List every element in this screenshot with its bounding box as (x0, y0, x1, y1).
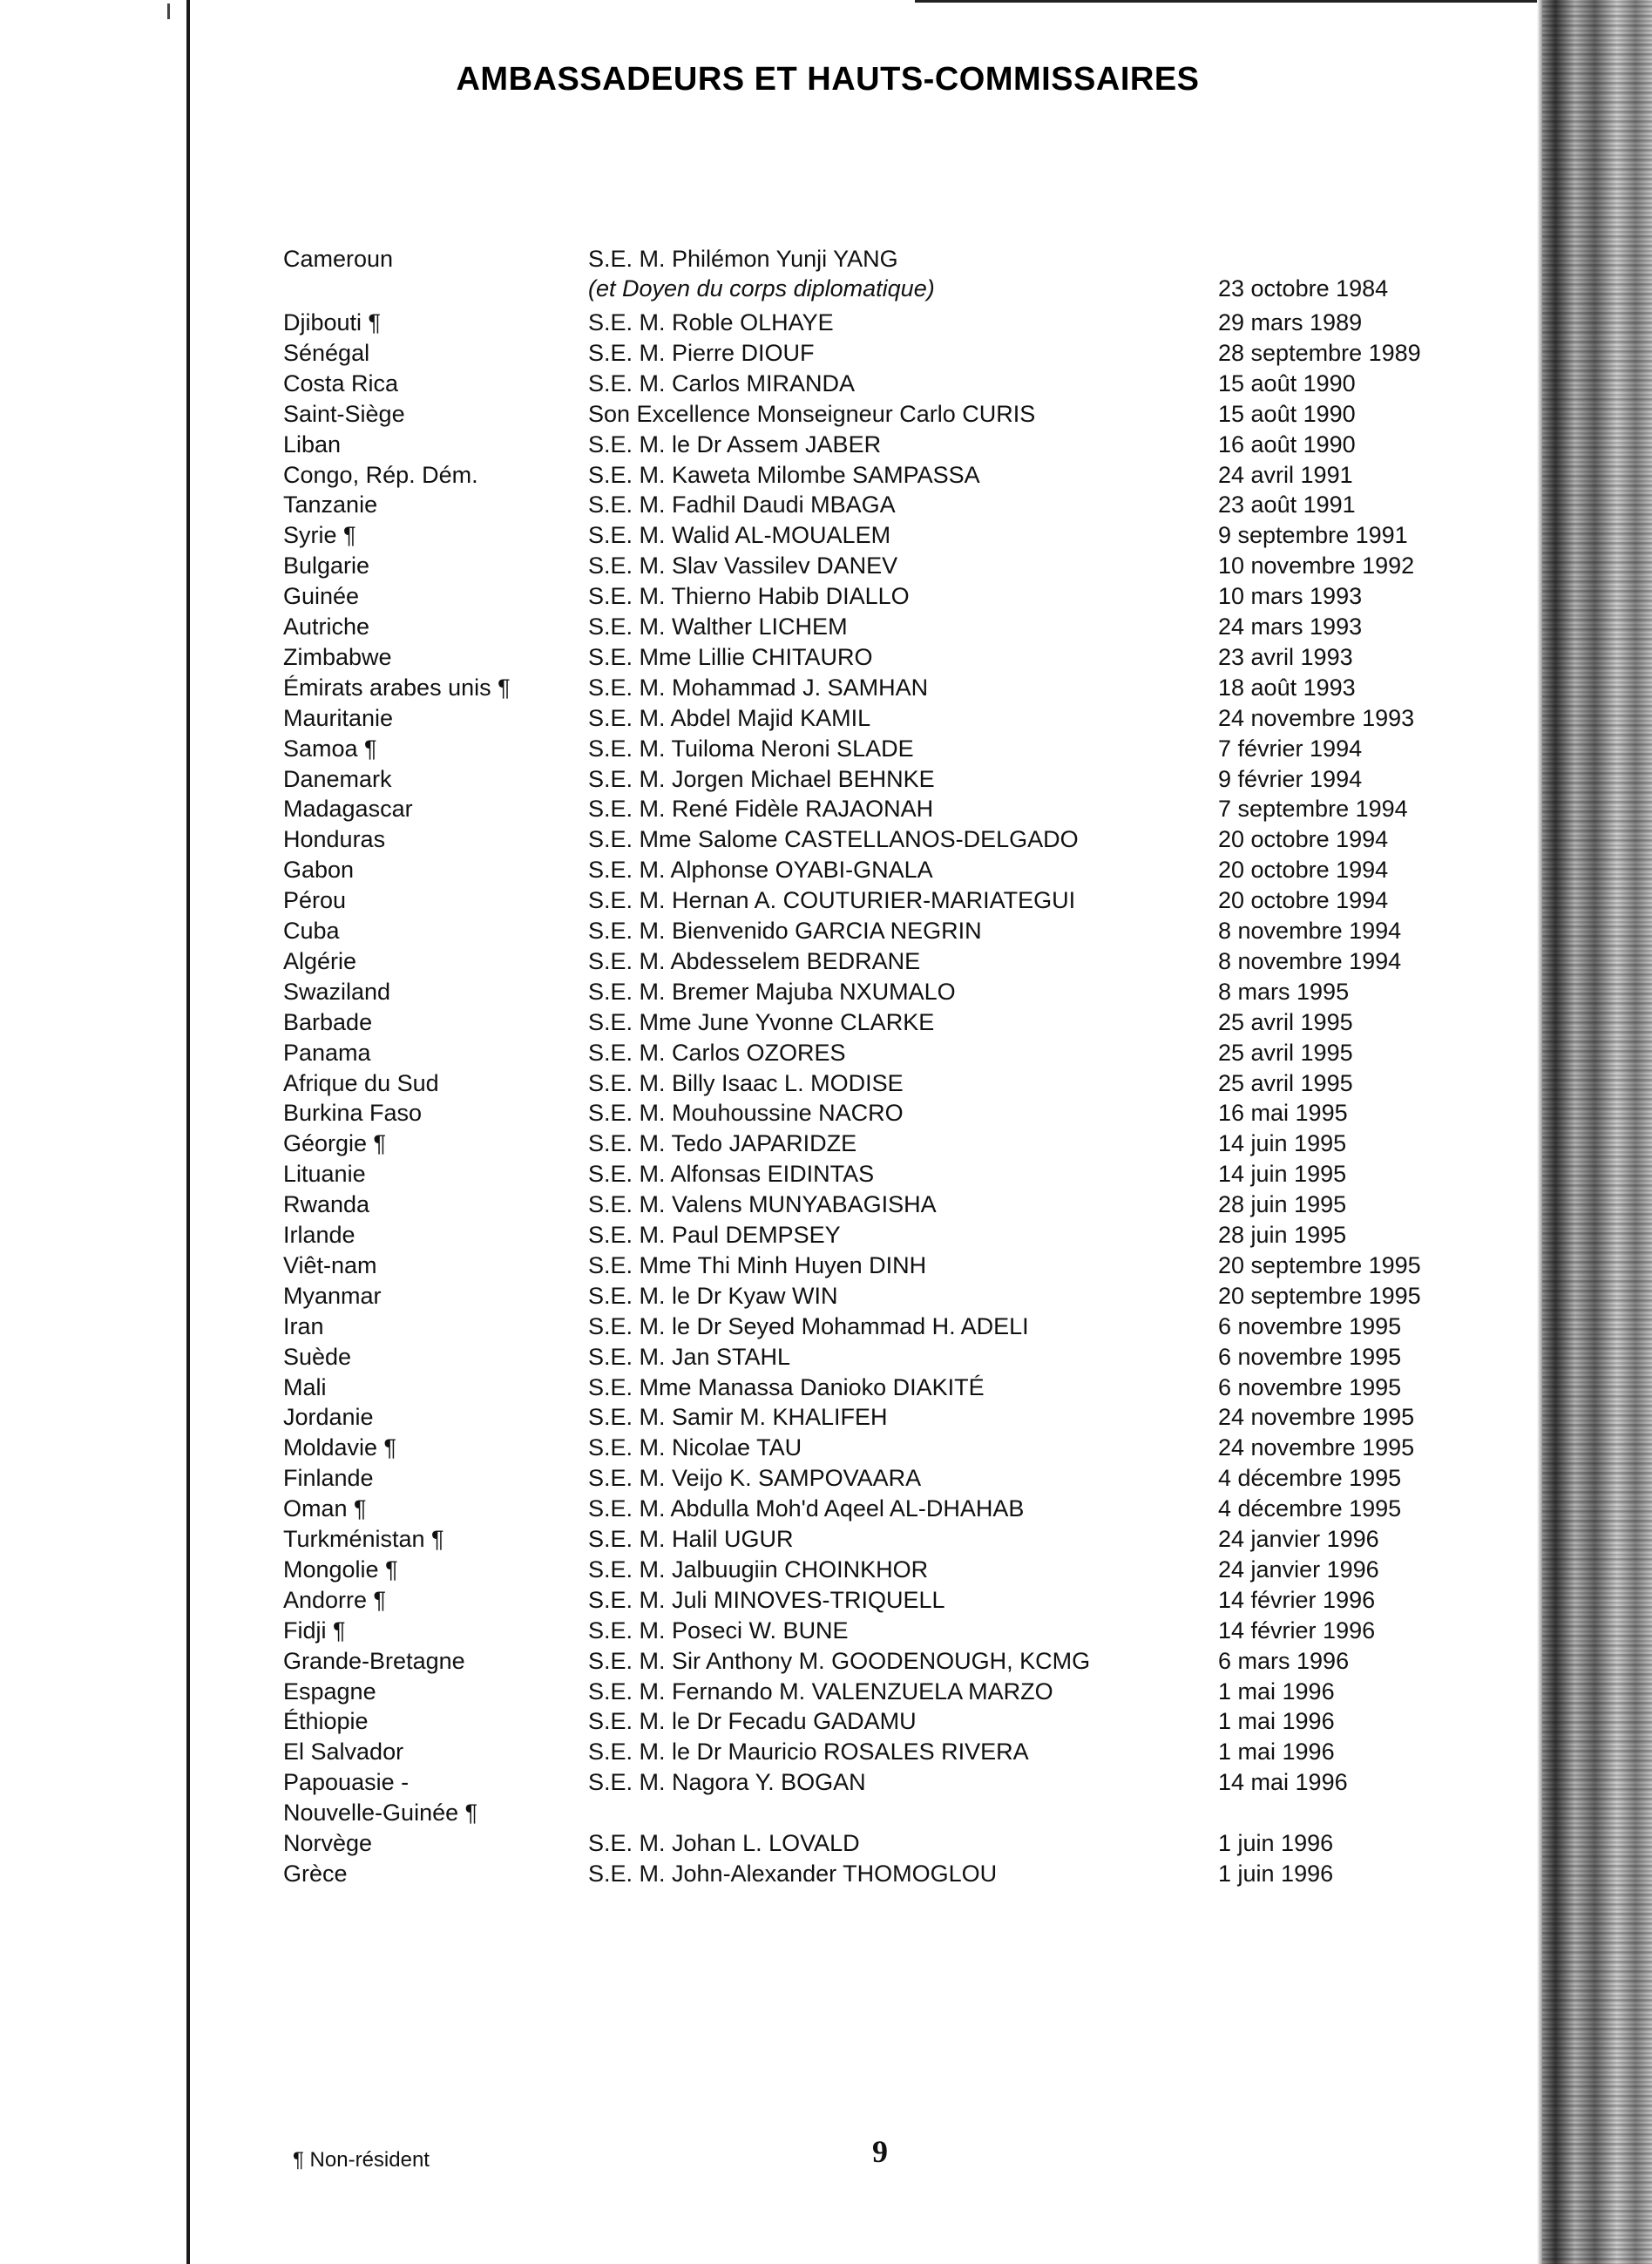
table-row (0, 1159, 1534, 1190)
appointment-date: 20 octobre 1994 (1218, 826, 1389, 853)
appointment-date: 20 septembre 1995 (1218, 1251, 1421, 1278)
ambassador-name: S.E. M. le Dr Kyaw WIN (588, 1282, 838, 1309)
country-name: Papouasie - (283, 1769, 410, 1796)
appointment-date: 24 novembre 1993 (1218, 704, 1415, 731)
page-top-edge (915, 0, 1560, 3)
country-name: Géorgie ¶ (283, 1130, 387, 1157)
country-name: Myanmar (283, 1282, 382, 1309)
ambassador-name: S.E. M. Kaweta Milombe SAMPASSA (588, 461, 980, 488)
appointment-date: 8 novembre 1994 (1218, 918, 1402, 944)
ambassador-name: S.E. M. Abdulla Moh'd Aqeel AL-DHAHAB (588, 1495, 1025, 1522)
country-name: Viêt-nam (283, 1251, 377, 1278)
ambassador-name: S.E. M. Mohammad J. SAMHAN (588, 674, 929, 701)
table-row (0, 885, 1534, 916)
country-name: Lituanie (283, 1161, 366, 1188)
country-name: Bulgarie (283, 552, 370, 580)
country-name: Mali (283, 1373, 327, 1400)
table-row (0, 1373, 1534, 1403)
table-row (0, 916, 1534, 946)
appointment-date: 25 avril 1995 (1218, 1069, 1353, 1096)
appointment-date: 24 janvier 1996 (1218, 1556, 1379, 1583)
appointment-date: 24 mars 1993 (1218, 613, 1363, 640)
country-name: Burkina Faso (283, 1100, 423, 1127)
ambassador-name: S.E. M. John-Alexander THOMOGLOU (588, 1860, 998, 1887)
appointment-date: 20 octobre 1994 (1218, 887, 1389, 914)
table-row (0, 824, 1534, 855)
table-row (0, 734, 1534, 764)
table-row (0, 1767, 1534, 1798)
country-name: Jordanie (283, 1404, 374, 1431)
country-name: Iran (283, 1312, 324, 1339)
country-name: Pérou (283, 887, 347, 914)
appointment-date: 24 avril 1991 (1218, 461, 1353, 488)
ambassador-name: S.E. M. Nicolae TAU (588, 1434, 802, 1461)
ambassador-name: S.E. M. Carlos OZORES (588, 1039, 846, 1066)
appointment-date: 1 mai 1996 (1218, 1678, 1335, 1705)
ambassador-name: S.E. M. Billy Isaac L. MODISE (588, 1069, 904, 1096)
table-row (0, 1524, 1534, 1555)
table-row (0, 1828, 1534, 1859)
table-row (0, 1494, 1534, 1524)
table-row (0, 1859, 1534, 1889)
appointment-date: 16 mai 1995 (1218, 1100, 1348, 1127)
ambassador-name: S.E. M. Abdesselem BEDRANE (588, 947, 921, 974)
appointment-date: 25 avril 1995 (1218, 1039, 1353, 1066)
table-row (0, 642, 1534, 673)
ambassador-name: S.E. M. Johan L. LOVALD (588, 1830, 860, 1856)
table-row (0, 1433, 1534, 1463)
ambassador-name: S.E. M. Fernando M. VALENZUELA MARZO (588, 1678, 1053, 1705)
country-name: Djibouti ¶ (283, 309, 382, 336)
country-name: Honduras (283, 826, 386, 853)
country-name: Guinée (283, 583, 360, 610)
ambassador-name: S.E. M. Thierno Habib DIALLO (588, 583, 910, 610)
ambassador-name: S.E. M. Valens MUNYABAGISHA (588, 1191, 937, 1218)
appointment-date: 24 novembre 1995 (1218, 1404, 1415, 1431)
appointment-date: 29 mars 1989 (1218, 309, 1363, 336)
ambassador-name: S.E. M. Poseci W. BUNE (588, 1617, 849, 1644)
country-name: Barbade (283, 1008, 373, 1035)
ambassador-name: S.E. M. le Dr Assem JABER (588, 430, 882, 458)
ambassador-name: S.E. Mme Lillie CHITAURO (588, 643, 873, 670)
country-name: Rwanda (283, 1191, 370, 1218)
ambassador-name: S.E. M. Carlos MIRANDA (588, 369, 856, 397)
country-name: Tanzanie (283, 491, 378, 519)
appointment-date: 4 décembre 1995 (1218, 1465, 1402, 1492)
ambassador-name: S.E. M. Sir Anthony M. GOODENOUGH, KCMG (588, 1647, 1091, 1674)
appointment-date: 14 juin 1995 (1218, 1161, 1347, 1188)
ambassador-name: S.E. M. Roble OLHAYE (588, 309, 834, 336)
table-row (0, 1342, 1534, 1373)
table-row (0, 1555, 1534, 1585)
appointment-date: 1 juin 1996 (1218, 1830, 1334, 1856)
appointment-date: 24 janvier 1996 (1218, 1526, 1379, 1552)
scan-mark (167, 3, 170, 19)
country-name: Norvège (283, 1830, 373, 1856)
country-name: Espagne (283, 1678, 376, 1705)
appointment-date: 10 mars 1993 (1218, 583, 1363, 610)
appointment-date: 14 mai 1996 (1218, 1769, 1348, 1796)
ambassador-name: S.E. M. Mouhoussine NACRO (588, 1100, 904, 1127)
ambassador-name: S.E. M. Paul DEMPSEY (588, 1222, 841, 1248)
ambassador-name: S.E. M. Nagora Y. BOGAN (588, 1769, 866, 1796)
table-row (0, 1038, 1534, 1068)
country-name: Fidji ¶ (283, 1617, 346, 1644)
table-row (0, 764, 1534, 795)
country-name: Cameroun (283, 246, 394, 272)
country-name: Autriche (283, 613, 370, 640)
table-row (0, 551, 1534, 581)
table-row (0, 581, 1534, 612)
country-name: Madagascar (283, 796, 413, 823)
appointment-date: 14 février 1996 (1218, 1617, 1376, 1644)
table-row (0, 977, 1534, 1007)
country-name: Émirats arabes unis ¶ (283, 674, 511, 701)
table-row (0, 430, 1534, 460)
table-row (0, 520, 1534, 551)
country-name: Gabon (283, 857, 355, 884)
appointment-date: 28 juin 1995 (1218, 1222, 1347, 1248)
table-row (0, 946, 1534, 977)
ambassador-name: S.E. M. Jorgen Michael BEHNKE (588, 765, 935, 792)
table-row (0, 612, 1534, 642)
table-row (0, 369, 1534, 399)
appointment-date: 6 novembre 1995 (1218, 1373, 1402, 1400)
ambassador-name: S.E. M. Halil UGUR (588, 1526, 794, 1552)
appointment-date: 20 octobre 1994 (1218, 857, 1389, 884)
table-row (0, 490, 1534, 520)
country-name: Mauritanie (283, 704, 394, 731)
appointment-date: 23 avril 1993 (1218, 643, 1353, 670)
table-row (0, 1281, 1534, 1312)
country-name: Swaziland (283, 978, 391, 1005)
ambassador-name: S.E. M. Samir M. KHALIFEH (588, 1404, 888, 1431)
appointment-date: 18 août 1993 (1218, 674, 1356, 701)
appointment-date: 23 octobre 1984 (1218, 275, 1389, 302)
table-row (0, 1737, 1534, 1767)
appointment-date: 7 septembre 1994 (1218, 796, 1408, 823)
list-item-first (0, 244, 1534, 275)
ambassador-name: S.E. M. Hernan A. COUTURIER-MARIATEGUI (588, 887, 1076, 914)
appointment-date: 14 février 1996 (1218, 1586, 1376, 1613)
ambassador-name: S.E. M. Veijo K. SAMPOVAARA (588, 1465, 922, 1492)
appointment-date: 28 juin 1995 (1218, 1191, 1347, 1218)
appointment-date: 20 septembre 1995 (1218, 1282, 1421, 1309)
country-name: Liban (283, 430, 342, 458)
country-name: Suède (283, 1343, 352, 1370)
ambassador-name: S.E. M. Alfonsas EIDINTAS (588, 1161, 875, 1188)
appointment-date: 4 décembre 1995 (1218, 1495, 1402, 1522)
country-name: Grèce (283, 1860, 348, 1887)
country-name: Costa Rica (283, 369, 399, 397)
country-name: Mongolie ¶ (283, 1556, 398, 1583)
table-row (0, 338, 1534, 369)
table-row (0, 1068, 1534, 1099)
appointment-date: 1 mai 1996 (1218, 1739, 1335, 1766)
appointment-date: 15 août 1990 (1218, 400, 1356, 427)
table-row (0, 1129, 1534, 1159)
table-row (0, 703, 1534, 734)
country-name: Moldavie ¶ (283, 1434, 397, 1461)
country-name: El Salvador (283, 1739, 404, 1766)
appointment-date: 24 novembre 1995 (1218, 1434, 1415, 1461)
ambassador-name: S.E. M. Jan STAHL (588, 1343, 791, 1370)
ambassador-name: S.E. M. le Dr Mauricio ROSALES RIVERA (588, 1739, 1029, 1766)
ambassador-name: S.E. M. Abdel Majid KAMIL (588, 704, 871, 731)
ambassador-name: S.E. M. Bienvenido GARCIA NEGRIN (588, 918, 982, 944)
country-name: Danemark (283, 765, 392, 792)
table-row (0, 1251, 1534, 1281)
book-binding (1542, 0, 1652, 2264)
table-row (0, 1007, 1534, 1038)
table-row (0, 1706, 1534, 1737)
country-name: Nouvelle-Guinée ¶ (283, 1800, 478, 1827)
ambassador-name: S.E. M. le Dr Seyed Mohammad H. ADELI (588, 1312, 1029, 1339)
appointment-date: 6 novembre 1995 (1218, 1343, 1402, 1370)
ambassador-name: S.E. M. Fadhil Daudi MBAGA (588, 491, 896, 519)
ambassador-name: S.E. M. Juli MINOVES-TRIQUELL (588, 1586, 945, 1613)
country-name: Congo, Rép. Dém. (283, 461, 478, 488)
appointment-date: 9 février 1994 (1218, 765, 1363, 792)
ambassador-name: S.E. Mme June Yvonne CLARKE (588, 1008, 935, 1035)
country-name: Irlande (283, 1222, 355, 1248)
country-name: Afrique du Sud (283, 1069, 439, 1096)
table-row (0, 1402, 1534, 1433)
appointment-date: 25 avril 1995 (1218, 1008, 1353, 1035)
page-number: 9 (872, 2134, 888, 2169)
appointment-date: 1 juin 1996 (1218, 1860, 1334, 1887)
country-name: Syrie ¶ (283, 522, 356, 549)
table-row (0, 855, 1534, 885)
table-row (0, 1646, 1534, 1677)
table-row (0, 1098, 1534, 1129)
ambassador-name: S.E. M. Slav Vassilev DANEV (588, 552, 898, 580)
country-name: Sénégal (283, 339, 370, 366)
appointment-date: 6 mars 1996 (1218, 1647, 1350, 1674)
appointment-date: 23 août 1991 (1218, 491, 1356, 519)
table-row (0, 460, 1534, 491)
ambassador-name: S.E. M. Bremer Majuba NXUMALO (588, 978, 956, 1005)
appointment-date: 9 septembre 1991 (1218, 522, 1408, 549)
ambassador-name: S.E. Mme Thi Minh Huyen DINH (588, 1251, 927, 1278)
page-title: AMBASSADEURS ET HAUTS-COMMISSAIRES (456, 61, 1200, 98)
country-name: Cuba (283, 918, 340, 944)
table-row (0, 1585, 1534, 1616)
table-row (0, 308, 1534, 338)
appointment-date: 14 juin 1995 (1218, 1130, 1347, 1157)
ambassador-name: S.E. M. René Fidèle RAJAONAH (588, 796, 934, 823)
table-row (0, 1616, 1534, 1646)
appointment-date: 15 août 1990 (1218, 369, 1356, 397)
appointment-date: 6 novembre 1995 (1218, 1312, 1402, 1339)
country-name: Andorre ¶ (283, 1586, 387, 1613)
table-row (0, 1190, 1534, 1220)
country-name: Turkménistan ¶ (283, 1526, 444, 1552)
country-name: Grande-Bretagne (283, 1647, 465, 1674)
appointment-date: 1 mai 1996 (1218, 1708, 1335, 1735)
ambassador-name: S.E. M. Walid AL-MOUALEM (588, 522, 891, 549)
country-name: Zimbabwe (283, 643, 392, 670)
table-row (0, 1220, 1534, 1251)
ambassador-name: S.E. M. Tuiloma Neroni SLADE (588, 735, 914, 762)
ambassador-name: S.E. M. le Dr Fecadu GADAMU (588, 1708, 917, 1735)
appointment-date: 16 août 1990 (1218, 430, 1356, 458)
table-row (0, 399, 1534, 430)
country-name: Finlande (283, 1465, 374, 1492)
ambassador-name: Son Excellence Monseigneur Carlo CURIS (588, 400, 1036, 427)
country-name: Algérie (283, 947, 357, 974)
ambassador-name: S.E. M. Tedo JAPARIDZE (588, 1130, 857, 1157)
ambassador-name: S.E. M. Philémon Yunji YANG (588, 246, 898, 272)
country-name: Samoa ¶ (283, 735, 377, 762)
table-row (0, 1463, 1534, 1494)
table-row (0, 794, 1534, 824)
table-row (0, 1312, 1534, 1342)
country-name: Oman ¶ (283, 1495, 367, 1522)
ambassador-name: S.E. M. Jalbuugiin CHOINKHOR (588, 1556, 929, 1583)
country-name: Panama (283, 1039, 371, 1066)
ambassador-name: S.E. M. Walther LICHEM (588, 613, 848, 640)
ambassador-name: S.E. Mme Manassa Danioko DIAKITÉ (588, 1373, 985, 1400)
appointment-date: 7 février 1994 (1218, 735, 1363, 762)
ambassador-name: S.E. M. Pierre DIOUF (588, 339, 815, 366)
country-name: Saint-Siège (283, 400, 405, 427)
table-row (0, 673, 1534, 703)
dean-note: (et Doyen du corps diplomatique) (588, 275, 935, 302)
appointment-date: 28 septembre 1989 (1218, 339, 1421, 366)
table-row (0, 1677, 1534, 1707)
appointment-date: 8 novembre 1994 (1218, 947, 1402, 974)
appointment-date: 8 mars 1995 (1218, 978, 1350, 1005)
ambassador-name: S.E. M. Alphonse OYABI-GNALA (588, 857, 933, 884)
table-row (0, 1798, 1534, 1828)
appointment-date: 10 novembre 1992 (1218, 552, 1415, 580)
country-name: Éthiopie (283, 1708, 369, 1735)
footnote: ¶ Non-résident (293, 2148, 430, 2172)
ambassador-name: S.E. Mme Salome CASTELLANOS-DELGADO (588, 826, 1079, 853)
